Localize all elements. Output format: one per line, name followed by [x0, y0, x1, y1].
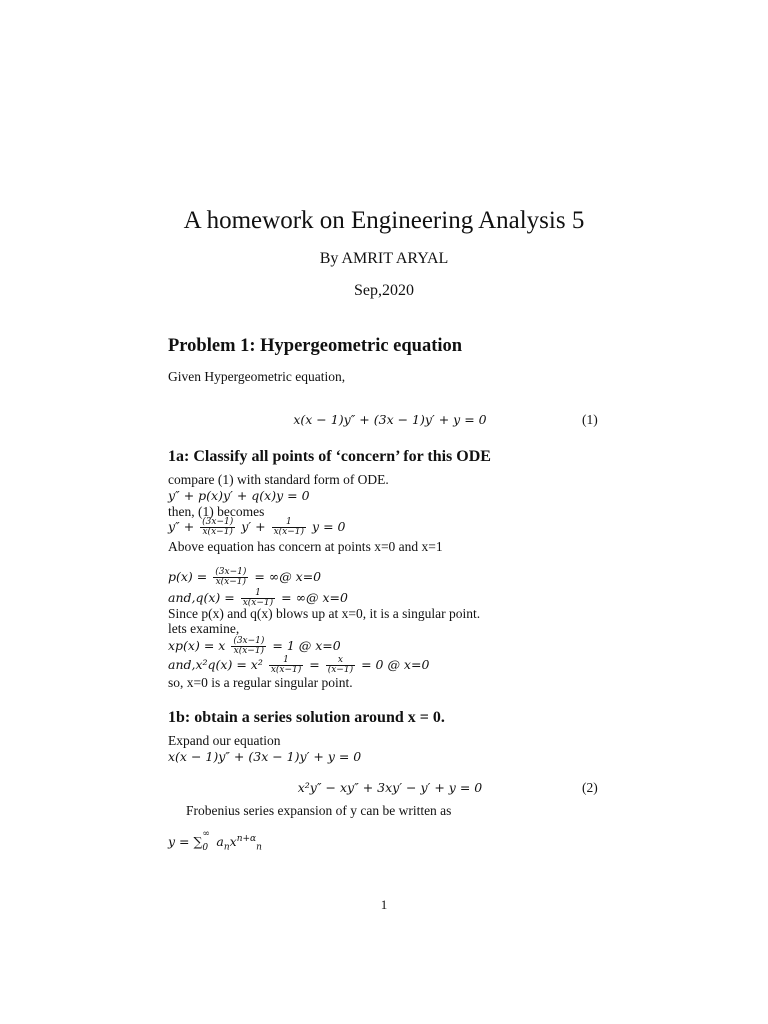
series-coefficient: a — [216, 834, 224, 849]
section-1b-line-1: Expand our equation — [168, 733, 281, 748]
series-coefficient-subscript: n — [223, 842, 230, 853]
section-1a-line-2: then, (1) becomes — [168, 504, 265, 519]
equation-1-label: (1) — [582, 412, 598, 427]
document-date: Sep,2020 — [354, 282, 414, 299]
transformed-fraction-1-denominator: x(x−1) — [202, 527, 233, 537]
section-1a-line-4: Since p(x) and q(x) blows up at x=0, it is a singular point. — [168, 606, 481, 621]
series-prefix: y = ∑ — [168, 834, 203, 849]
q-prefix: and,q(x) = — [168, 590, 235, 605]
equation-1: x(x − 1)y″ + (3x − 1)y′ + y = 0 — [293, 412, 487, 427]
x2q-suffix: = 0 @ x=0 — [361, 657, 430, 672]
section-1b-line-2: Frobenius series expansion of y can be written as — [186, 803, 452, 818]
x2q-prefix: and,x²q(x) = x² — [168, 657, 263, 672]
equation-2: x²y″ − xy″ + 3xy′ − y′ + y = 0 — [297, 780, 483, 795]
expanded-equation: x(x − 1)y″ + (3x − 1)y′ + y = 0 — [168, 749, 362, 764]
p-fraction — [213, 568, 248, 587]
equation-2-label: (2) — [582, 780, 598, 795]
transformed-middle: y′ + — [241, 519, 266, 534]
series-exponent: n+α — [236, 833, 257, 844]
q-fraction-numerator: 1 — [241, 589, 275, 599]
x2q-fraction-1 — [269, 656, 303, 675]
x2q-fraction-2-numerator: x — [326, 656, 355, 666]
section-1a-line-1: compare (1) with standard form of ODE. — [168, 472, 389, 487]
x2q-fraction-2 — [326, 656, 355, 675]
transformed-fraction-2-numerator: 1 — [272, 518, 306, 528]
page-number: 1 — [380, 897, 388, 912]
q-suffix: = ∞@ x=0 — [281, 590, 348, 605]
transformed-fraction-1 — [200, 518, 235, 537]
p-fraction-numerator: (3x−1) — [215, 567, 247, 577]
xp-equation — [168, 637, 341, 656]
transformed-suffix: y = 0 — [312, 519, 346, 534]
series-variable: x — [229, 834, 237, 849]
p-equation — [168, 568, 321, 587]
section-1b-title: 1b: obtain a series solution around x = 0. — [168, 709, 445, 726]
xp-fraction — [231, 637, 266, 656]
transformed-equation — [168, 518, 345, 537]
series-variable-subscript: n — [256, 842, 262, 853]
section-1a-title: 1a: Classify all points of ‘concern’ for this ODE — [168, 448, 491, 465]
transformed-fraction-2 — [272, 518, 306, 537]
xp-fraction-numerator: (3x−1) — [233, 636, 265, 646]
series-limits: ∞ 0 — [202, 829, 210, 853]
standard-form-equation: y″ + p(x)y′ + q(x)y = 0 — [168, 488, 310, 503]
p-suffix: = ∞@ x=0 — [254, 569, 322, 584]
frobenius-series — [168, 829, 262, 853]
xp-suffix: = 1 @ x=0 — [272, 638, 341, 653]
section-1a-line-6: so, x=0 is a regular singular point. — [168, 675, 353, 690]
xp-fraction-denominator: x(x−1) — [233, 646, 265, 656]
problem-given-text: Given Hypergeometric equation, — [168, 369, 346, 384]
x2q-fraction-1-denominator: x(x−1) — [270, 665, 302, 675]
x2q-fraction-1-numerator: 1 — [269, 656, 303, 666]
x2q-equation — [168, 656, 429, 675]
p-fraction-denominator: x(x−1) — [215, 577, 247, 587]
section-1a-line-3: Above equation has concern at points x=0 and x=1 — [168, 539, 443, 554]
xp-prefix: xp(x) = x — [168, 638, 226, 653]
problem-title: Problem 1: Hypergeometric equation — [168, 336, 463, 356]
document-title: A homework on Engineering Analysis 5 — [183, 207, 585, 234]
x2q-middle: = — [309, 657, 320, 672]
transformed-fraction-2-denominator: x(x−1) — [273, 527, 305, 537]
document-author: By AMRIT ARYAL — [319, 250, 449, 267]
p-prefix: p(x) = — [168, 569, 208, 584]
q-fraction-denominator: x(x−1) — [242, 598, 274, 608]
transformed-fraction-1-numerator: (3x−1) — [202, 517, 234, 527]
section-1a-line-5: lets examine, — [168, 621, 240, 636]
transformed-prefix: y″ + — [168, 519, 195, 534]
x2q-fraction-2-denominator: (x−1) — [327, 665, 354, 675]
